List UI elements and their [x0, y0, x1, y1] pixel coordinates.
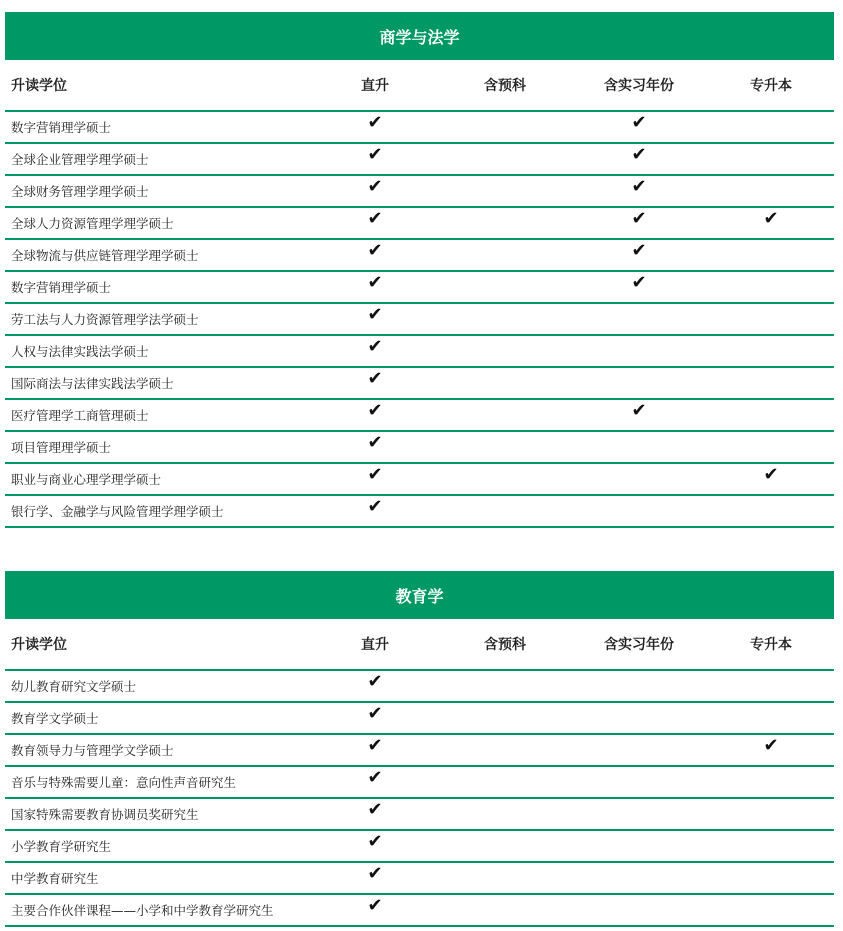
degree-name: 银行学、金融学与风险管理学理学硕士	[11, 504, 224, 519]
check-icon: ✔	[367, 671, 383, 692]
section-business-law	[5, 12, 834, 528]
section-title: 商学与法学	[5, 12, 834, 60]
degree-name: 数字营销理学硕士	[11, 280, 112, 295]
degree-name: 项目管理理学硕士	[11, 440, 112, 455]
check-icon: ✔	[367, 735, 383, 756]
degree-name: 音乐与特殊需要儿童：意向性声音研究生	[11, 775, 237, 790]
table-row	[5, 703, 834, 735]
degree-name: 职业与商业心理学理学硕士	[11, 472, 162, 487]
table-body	[5, 112, 834, 528]
degree-name: 小学教育学研究生	[11, 839, 112, 854]
check-icon: ✔	[763, 208, 779, 229]
degree-name: 国家特殊需要教育协调员奖研究生	[11, 807, 199, 822]
degree-name: 全球物流与供应链管理学理学硕士	[11, 248, 199, 263]
degree-name: 全球企业管理学理学硕士	[11, 152, 149, 167]
check-icon: ✔	[631, 112, 647, 133]
table-row	[5, 863, 834, 895]
check-icon: ✔	[367, 176, 383, 197]
check-icon: ✔	[367, 464, 383, 485]
check-icon: ✔	[367, 272, 383, 293]
table-header-row	[5, 60, 834, 112]
header-direct: 直升	[361, 78, 389, 94]
degree-name: 劳工法与人力资源管理学法学硕士	[11, 312, 199, 327]
header-top-up: 专升本	[750, 78, 792, 94]
table-row	[5, 464, 834, 496]
check-icon: ✔	[631, 208, 647, 229]
table-row	[5, 735, 834, 767]
check-icon: ✔	[367, 703, 383, 724]
check-icon: ✔	[367, 895, 383, 916]
degree-name: 教育学文学硕士	[11, 711, 99, 726]
table-body	[5, 671, 834, 927]
degree-name: 幼儿教育研究文学硕士	[11, 679, 137, 694]
table-row	[5, 831, 834, 863]
check-icon: ✔	[367, 831, 383, 852]
table-row	[5, 799, 834, 831]
check-icon: ✔	[631, 272, 647, 293]
section-education	[5, 571, 834, 927]
check-icon: ✔	[631, 176, 647, 197]
degree-name: 国际商法与法律实践法学硕士	[11, 376, 174, 391]
section-title: 教育学	[5, 571, 834, 619]
degree-name: 人权与法律实践法学硕士	[11, 344, 149, 359]
table-row	[5, 112, 834, 144]
header-degree: 升读学位	[11, 637, 67, 653]
check-icon: ✔	[367, 400, 383, 421]
check-icon: ✔	[367, 112, 383, 133]
table-row	[5, 767, 834, 799]
degree-name: 教育领导力与管理学文学硕士	[11, 743, 174, 758]
check-icon: ✔	[367, 336, 383, 357]
header-top-up: 专升本	[750, 637, 792, 653]
degree-name: 医疗管理学工商管理硕士	[11, 408, 149, 423]
header-placement-year: 含实习年份	[604, 637, 674, 653]
table-row	[5, 432, 834, 464]
table-row	[5, 240, 834, 272]
check-icon: ✔	[367, 767, 383, 788]
header-degree: 升读学位	[11, 78, 67, 94]
degree-name: 全球人力资源管理学理学硕士	[11, 216, 174, 231]
header-direct: 直升	[361, 637, 389, 653]
check-icon: ✔	[367, 208, 383, 229]
table-row	[5, 176, 834, 208]
table-row	[5, 272, 834, 304]
check-icon: ✔	[367, 144, 383, 165]
header-foundation: 含预科	[484, 78, 526, 94]
check-icon: ✔	[763, 464, 779, 485]
table-row	[5, 895, 834, 927]
degree-name: 数字营销理学硕士	[11, 120, 112, 135]
table-row	[5, 671, 834, 703]
check-icon: ✔	[631, 144, 647, 165]
check-icon: ✔	[367, 240, 383, 261]
check-icon: ✔	[367, 304, 383, 325]
table-row	[5, 144, 834, 176]
table-row	[5, 208, 834, 240]
table-row	[5, 400, 834, 432]
table-header-row	[5, 619, 834, 671]
check-icon: ✔	[631, 400, 647, 421]
degree-name: 主要合作伙伴课程——小学和中学教育学研究生	[11, 903, 274, 918]
table-row	[5, 304, 834, 336]
check-icon: ✔	[367, 799, 383, 820]
check-icon: ✔	[763, 735, 779, 756]
check-icon: ✔	[367, 432, 383, 453]
check-icon: ✔	[367, 863, 383, 884]
table-row	[5, 496, 834, 528]
degree-name: 全球财务管理学理学硕士	[11, 184, 149, 199]
table-row	[5, 368, 834, 400]
table-row	[5, 336, 834, 368]
check-icon: ✔	[367, 368, 383, 389]
header-placement-year: 含实习年份	[604, 78, 674, 94]
check-icon: ✔	[367, 496, 383, 517]
degree-name: 中学教育研究生	[11, 871, 99, 886]
check-icon: ✔	[631, 240, 647, 261]
header-foundation: 含预科	[484, 637, 526, 653]
